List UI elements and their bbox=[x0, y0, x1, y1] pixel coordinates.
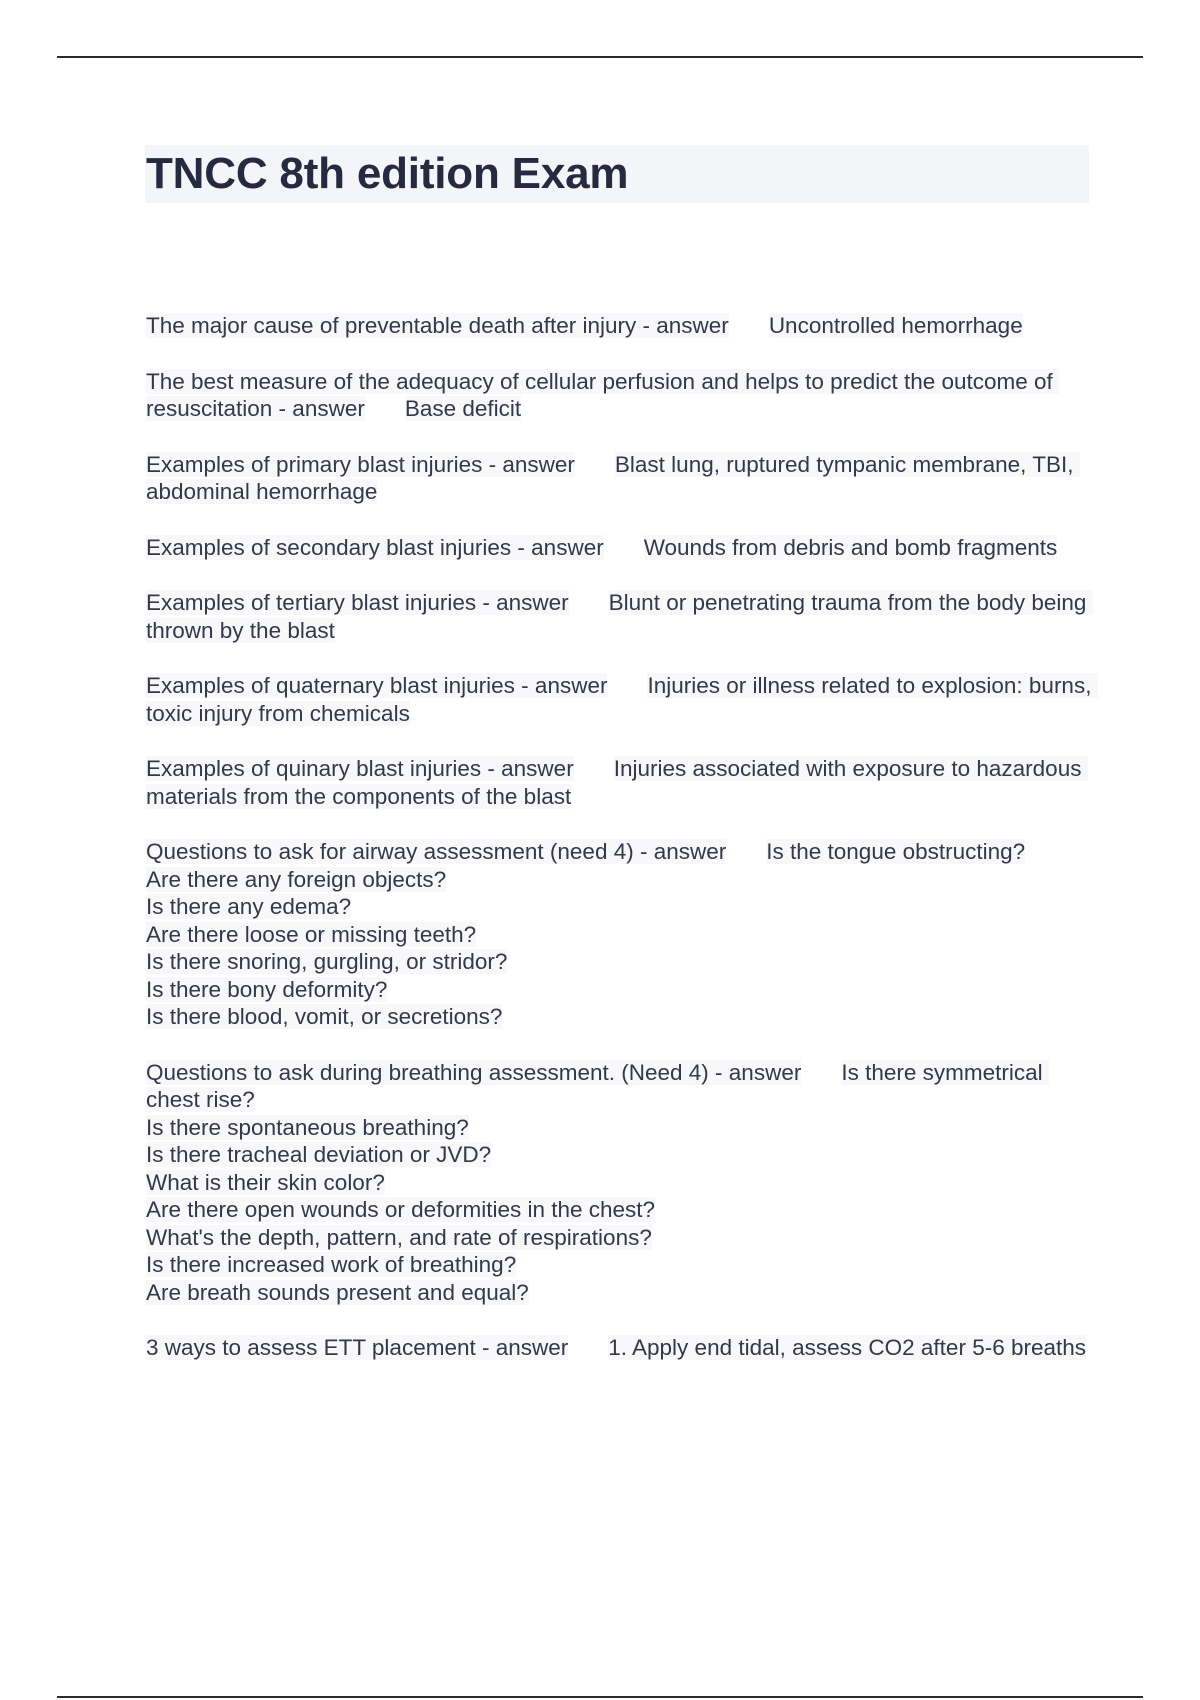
qa-item bbox=[146, 451, 1096, 506]
answer-text: Injuries associated with exposure to hazardous materials from the components of the blast bbox=[146, 756, 1088, 809]
question-text: Examples of primary blast injuries - answer bbox=[146, 451, 575, 477]
question-text: Examples of tertiary blast injuries - answer bbox=[146, 590, 569, 615]
qa-item bbox=[146, 838, 1096, 1031]
answer-text: Blunt or penetrating trauma from the body being thrown by the blast bbox=[146, 590, 1093, 643]
answer-text: Is there symmetrical chest rise? Is there spontaneous breathing? Is there tracheal deviation or JVD? What is their skin color? Are there open wounds or deformities in the chest? What's the depth, pattern, and rate of respirations? Is there increased work of breathing? Are breath sounds present and equal? bbox=[146, 1060, 1049, 1305]
question-text: Examples of quinary blast injuries - answer bbox=[146, 756, 574, 781]
qa-list bbox=[146, 312, 1096, 1390]
qa-item bbox=[146, 1334, 1096, 1362]
answer-text: Wounds from debris and bomb fragments bbox=[643, 534, 1058, 560]
footer-rule bbox=[57, 1696, 1143, 1698]
question-text: The major cause of preventable death after injury - answer bbox=[146, 313, 729, 338]
qa-item bbox=[146, 534, 1096, 562]
qa-item bbox=[146, 672, 1096, 727]
question-text: The best measure of the adequacy of cellular perfusion and helps to predict the outcome of resuscitation - answer bbox=[146, 368, 1060, 421]
question-text: Examples of secondary blast injuries - answer bbox=[146, 534, 604, 560]
question-text: 3 ways to assess ETT placement - answer bbox=[146, 1335, 569, 1360]
document-title: TNCC 8th edition Exam bbox=[146, 149, 629, 198]
answer-text: Is the tongue obstructing? Are there any foreign objects? Is there any edema? Are there loose or missing teeth? Is there snoring, gurgling, or stridor? Is there bony deformity? Is there blood, vomit, or secretions? bbox=[146, 839, 1026, 1029]
qa-item bbox=[146, 1059, 1096, 1307]
qa-item bbox=[146, 589, 1096, 644]
qa-item bbox=[146, 312, 1096, 340]
question-text: Examples of quaternary blast injuries - answer bbox=[146, 673, 608, 698]
answer-text: 1. Apply end tidal, assess CO2 after 5-6 breaths bbox=[608, 1335, 1087, 1360]
question-text: Questions to ask for airway assessment (need 4) - answer bbox=[146, 839, 727, 864]
qa-item bbox=[146, 755, 1096, 810]
qa-item bbox=[146, 368, 1096, 423]
answer-text: Base deficit bbox=[404, 396, 522, 421]
answer-text: Uncontrolled hemorrhage bbox=[768, 313, 1023, 338]
answer-text: Injuries or illness related to explosion: burns, toxic injury from chemicals bbox=[146, 673, 1098, 726]
question-text: Questions to ask during breathing assessment. (Need 4) - answer bbox=[146, 1059, 802, 1085]
header-rule bbox=[57, 56, 1143, 58]
answer-text: Blast lung, ruptured tympanic membrane, TBI, abdominal hemorrhage bbox=[146, 451, 1080, 504]
